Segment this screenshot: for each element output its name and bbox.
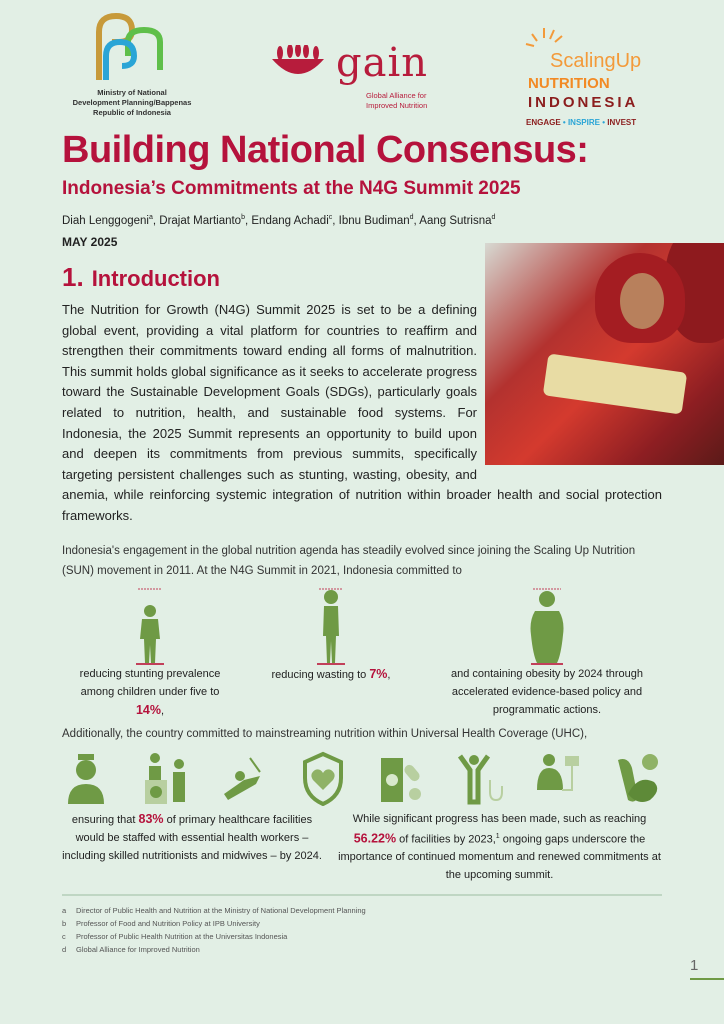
child-figure-icon (70, 587, 230, 665)
commitments-row (62, 587, 662, 720)
footnote-divider (62, 894, 662, 896)
page-number: 1 (690, 957, 699, 974)
medicine-icon (377, 750, 425, 806)
logo-bar (0, 10, 724, 125)
uhc-paragraph: Additionally, the country committed to mainstreaming nutrition within Universal Health Coverage (UHC), (62, 727, 588, 740)
sun-engage: ENGAGE (526, 118, 561, 127)
health-worker-consultation-icon (141, 750, 189, 806)
gain-sub-line: Improved Nutrition (366, 101, 428, 110)
sun-indonesia: INDONESIA (528, 94, 639, 111)
vegetables-check-icon (614, 750, 662, 806)
uhc-staffing-commitment: ensuring that 83% of primary healthcare facilities would be staffed with essential health workers – including skilled nutritionists and midwives – by 2024. (62, 811, 322, 862)
page-number-underline (690, 978, 724, 980)
sun-inspire: INSPIRE (567, 118, 600, 127)
section-heading: 1. Introduction (62, 262, 220, 292)
obesity-commitment: and containing obesity by 2024 through accelerated evidence-based policy and programmatic actions. (432, 587, 662, 720)
wasting-commitment: reducing wasting to 7%, (251, 587, 411, 720)
wheat-bowl-icon (270, 45, 326, 81)
footnote: d Global Alliance for Improved Nutrition (62, 945, 200, 955)
footnote: c Professor of Public Health Nutrition at the Universitas Indonesia (62, 932, 288, 942)
bappenas-logo (62, 12, 202, 118)
photo-two-women-embracing (485, 243, 724, 465)
sun-nutrition: NUTRITION (528, 75, 610, 92)
child-stethoscope-icon (456, 750, 504, 806)
author: Diah Lenggogeni (62, 214, 149, 227)
progress-statement: While significant progress has been made, such as reaching 56.22% of facilities by 2023,$^1$ ongoing gaps underscore the importance of continued momentum and renewed commitments at the upcoming summit. (338, 812, 661, 882)
gain-wordmark: gain (336, 40, 429, 86)
page-title: Building National Consensus: (62, 129, 589, 171)
gain-logo (270, 40, 450, 115)
shield-heart-icon (299, 750, 347, 806)
publication-date: MAY 2025 (62, 235, 118, 249)
page-subtitle: Indonesia’s Commitments at the N4G Summit 2025 (62, 178, 521, 199)
nurse-icon (62, 750, 110, 806)
footnote: a Director of Public Health and Nutrition at the Ministry of National Development Planning (62, 906, 366, 916)
footnote: b Professor of Food and Nutrition Policy at IPB University (62, 919, 260, 929)
sun-scaling-up: ScalingUp (550, 50, 642, 72)
footnote-ref[interactable]: 1 (495, 832, 500, 840)
author: Endang Achadi (251, 214, 329, 227)
sun-rays-icon (524, 26, 564, 50)
intro-paragraph: The Nutrition for Growth (N4G) Summit 2025 is set to be a defining global event, providing a vital platform for countries to reaffirm and strengthen their commitments toward ending all forms of malnutrition. This summit holds global significance as it seeks to accelerate progress toward the Sustainable Development Goals (SDGs), particularly goals related to nutrition, health, and sustainable food systems. For Indonesia, the 2025 Summit represents an opportunity to build upon and deepen its commitments from previous summits, specifically targeting persistent challenges such as stunting, wasting, obesity, and anemia, while reinforcing systemic integration of nutrition within broader health and social protection frameworks. (62, 300, 662, 527)
author: Ibnu Budiman (338, 214, 410, 227)
main-content (62, 300, 662, 956)
stunting-commitment: reducing stunting prevalence among children under five to 14%, (70, 587, 230, 720)
uhc-text-row (62, 810, 662, 885)
gain-sub-line: Global Alliance for (366, 91, 427, 100)
obese-figure-icon (432, 587, 662, 665)
ministry-line: Ministry of National (97, 88, 167, 97)
sun-indonesia-logo: ScalingUp NUTRITION INDONESIA ENGAGE • INSPIRE • INVEST (522, 32, 662, 132)
author-list: Diah Lenggogeni$^a$, Drajat Martianto$^b$, Endang Achadi$^c$, Ibnu Budiman$^d$, Aang Sutrisna$^d$ (62, 214, 496, 227)
patient-bed-icon (220, 750, 268, 806)
sun-invest: INVEST (607, 118, 637, 127)
ministry-line: Republic of Indonesia (93, 108, 171, 117)
patient-monitor-icon (535, 750, 583, 806)
health-icons-row (62, 750, 662, 806)
author: Drajat Martianto (159, 214, 242, 227)
author: Aang Sutrisna (419, 214, 492, 227)
thin-figure-icon (251, 587, 411, 665)
ministry-line: Development Planning/Bappenas (72, 98, 192, 107)
engagement-paragraph: Indonesia's engagement in the global nutrition agenda has steadily evolved since joining the Scaling Up Nutrition (SUN) movement in 2011. At the N4G Summit in 2021, Indonesia committed to (62, 544, 636, 577)
footnotes (62, 904, 662, 956)
